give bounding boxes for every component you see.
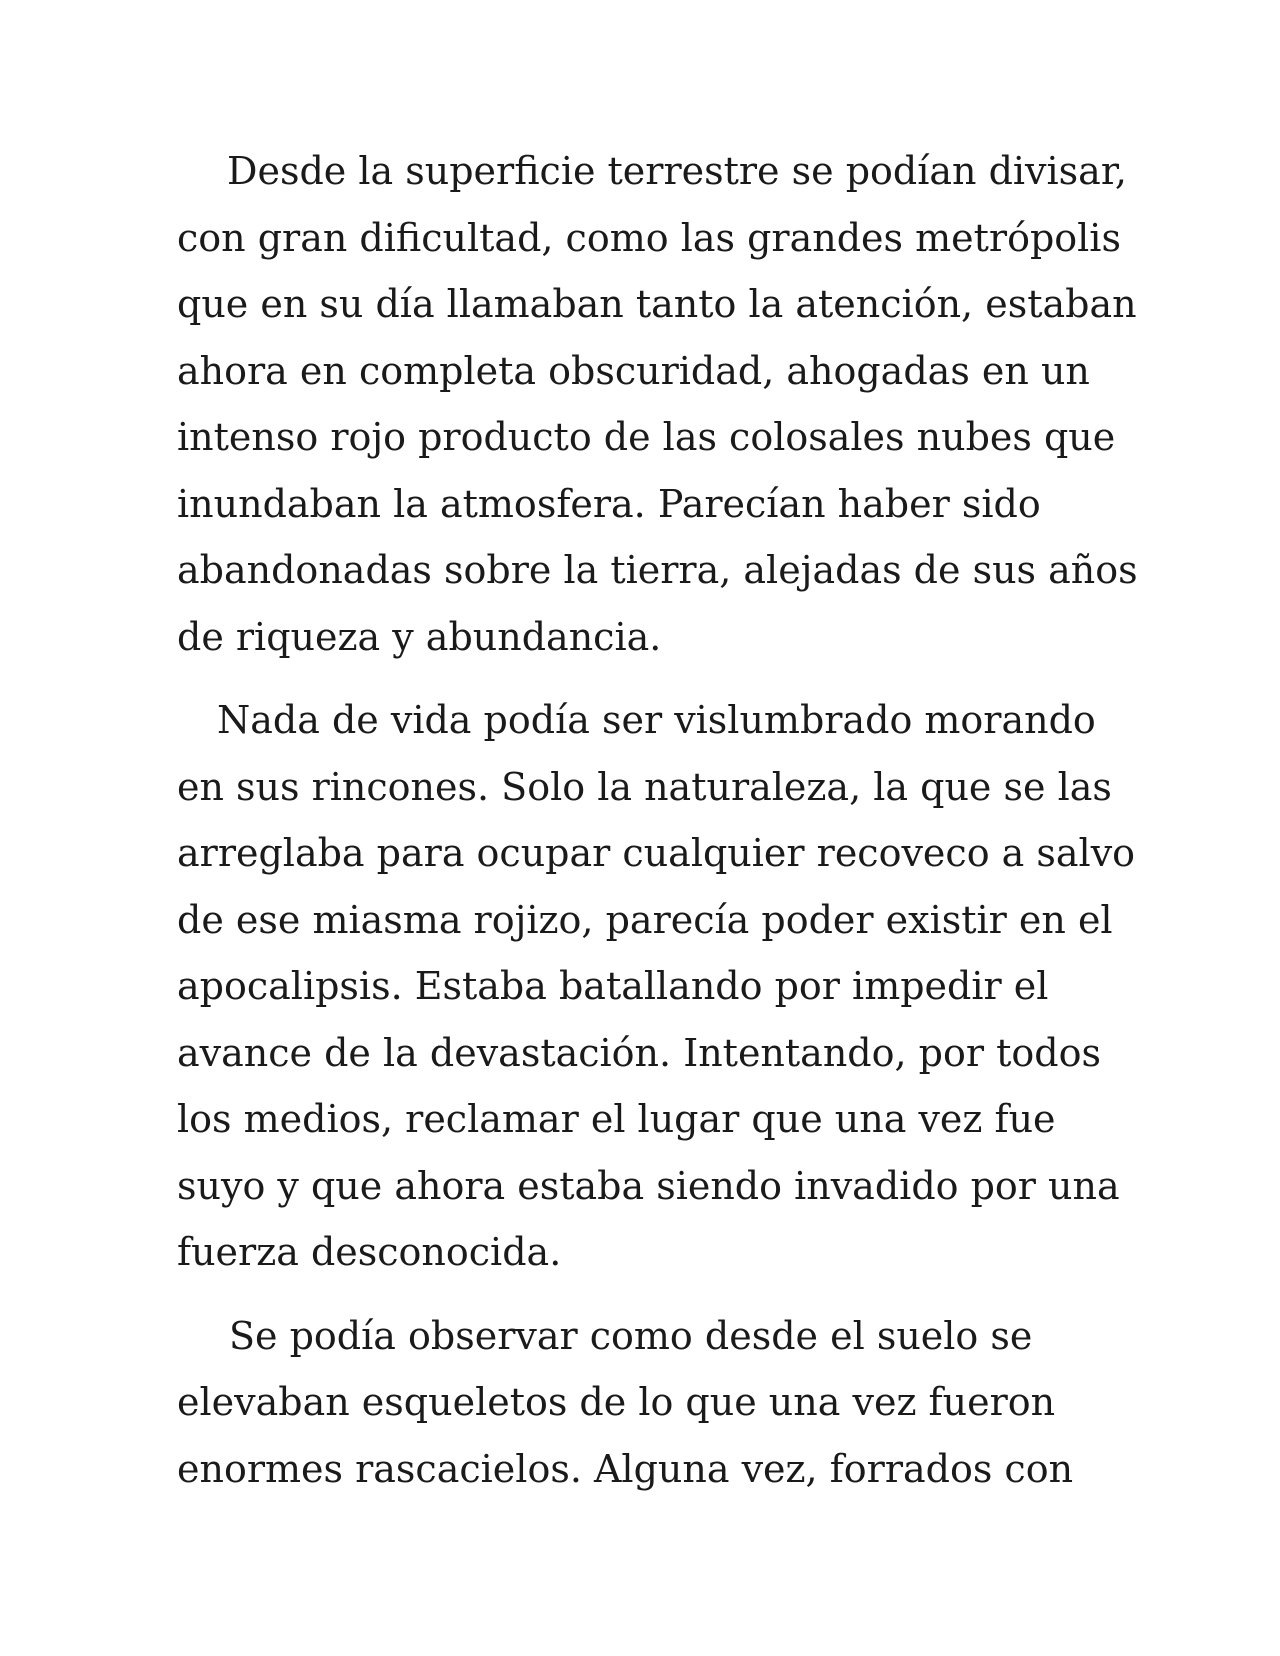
- text-line: apocalipsis. Estaba batallando por impedir el: [177, 964, 1049, 1008]
- text-line: enormes rascacielos. Alguna vez, forrados con: [177, 1446, 1074, 1491]
- text-line: suyo y que ahora estaba siendo invadido por una: [177, 1163, 1120, 1208]
- text-line: avance de la devastación. Intentando, por todos: [177, 1030, 1101, 1075]
- body-text: [177, 138, 1138, 1502]
- text-line: que en su día llamaban tanto la atención, estaban: [177, 282, 1137, 326]
- text-line: intenso rojo producto de las colosales nubes que: [177, 415, 1116, 459]
- text-line: abandonadas sobre la tierra, alejadas de sus años: [177, 548, 1138, 592]
- text-line: en sus rincones. Solo la naturaleza, la que se las: [177, 764, 1112, 809]
- text-line: Nada de vida podía ser vislumbrado morando: [217, 698, 1096, 742]
- text-line: Se podía observar como desde el suelo se: [229, 1313, 1033, 1358]
- text-line: de ese miasma rojizo, parecía poder existir en el: [177, 897, 1113, 942]
- text-line: arreglaba para ocupar cualquier recoveco a salvo: [177, 831, 1136, 875]
- text-line: fuerza desconocida.: [177, 1230, 562, 1274]
- paragraph-3: [177, 1303, 1097, 1503]
- text-line: inundaban la atmosfera. Parecían haber sido: [177, 481, 1041, 526]
- text-line: Desde la superficie terrestre se podían divisar,: [227, 149, 1127, 193]
- text-line: elevaban esqueletos de lo que una vez fueron: [177, 1380, 1056, 1424]
- text-line: de riqueza y abundancia.: [177, 614, 662, 659]
- text-line: ahora en completa obscuridad, ahogadas en un: [177, 348, 1090, 393]
- paragraph-1: [177, 138, 1138, 670]
- text-line: los medios, reclamar el lugar que una vez fue: [177, 1097, 1056, 1141]
- paragraph-2: [177, 687, 1136, 1286]
- text-line: con gran dificultad, como las grandes metrópolis: [177, 215, 1121, 260]
